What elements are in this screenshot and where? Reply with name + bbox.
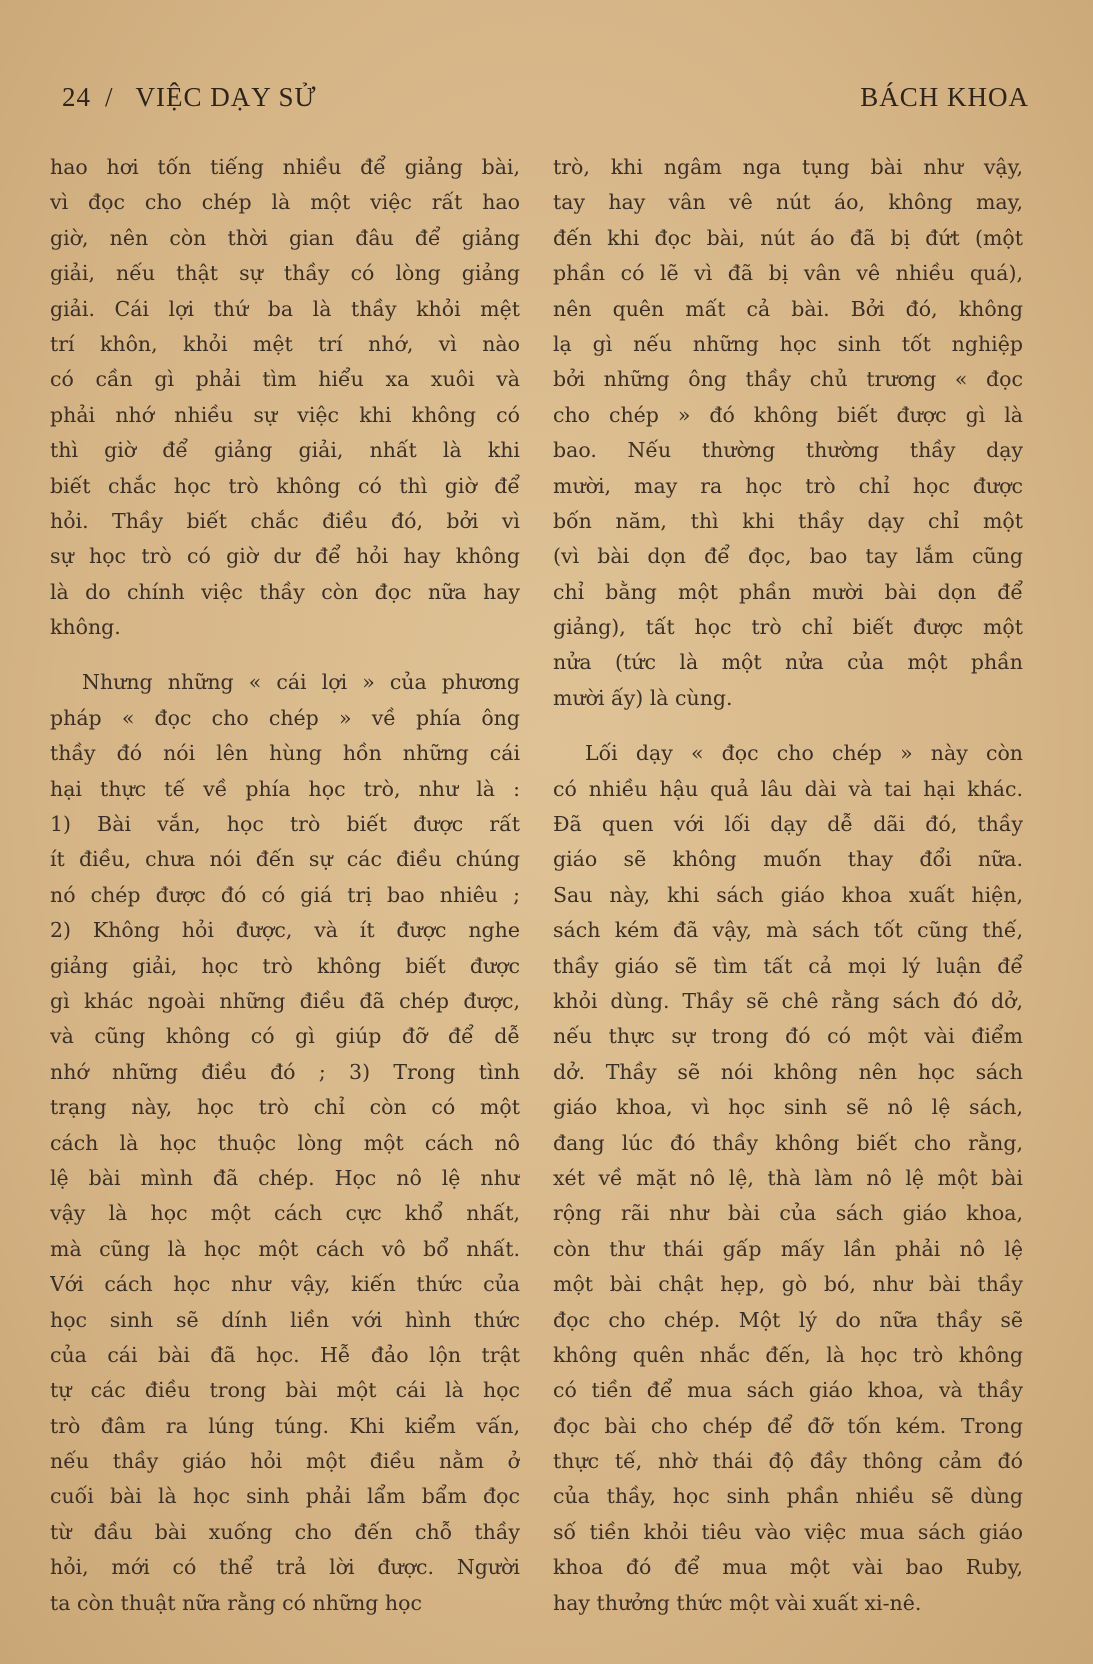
text-line: hại thực tế về phía học trò, như là : — [50, 776, 520, 801]
text-line: và cũng không có gì giúp đỡ để dễ — [50, 1024, 520, 1049]
text-line: thầy đó nói lên hùng hồn những cái — [50, 741, 520, 766]
text-line: có nhiều hậu quả lâu dài và tai hại khác. — [553, 776, 1023, 801]
text-line: giải. Cái lợi thứ ba là thầy khỏi mệt — [50, 296, 520, 321]
text-line: của cái bài đã học. Hễ đảo lộn trật — [50, 1342, 520, 1367]
text-line: Với cách học như vậy, kiến thức của — [50, 1272, 520, 1297]
text-line: nó chép được đó có giá trị bao nhiêu ; — [50, 882, 520, 907]
text-line: giáo khoa, vì học sinh sẽ nô lệ sách, — [553, 1095, 1023, 1120]
text-line: nửa (tức là một nửa của một phần — [553, 650, 1023, 675]
text-line: tự các điều trong bài một cái là học — [50, 1378, 520, 1403]
text-line: nhớ những điều đó ; 3) Trong tình — [50, 1059, 520, 1084]
text-line: đọc cho chép. Một lý do nữa thầy sẽ — [553, 1307, 1023, 1332]
text-line: cuối bài là học sinh phải lẩm bẩm đọc — [50, 1484, 520, 1509]
text-line: hao hơi tốn tiếng nhiều để giảng bài, — [50, 155, 520, 179]
text-line: gì khác ngoài những điều đã chép được, — [50, 988, 520, 1013]
text-line: pháp « đọc cho chép » về phía ông — [50, 705, 520, 730]
text-line: nên quên mất cả bài. Bởi đó, không — [553, 296, 1023, 321]
text-line: biết chắc học trò không có thì giờ để — [50, 473, 520, 498]
text-line: khoa đó để mua một vài bao Ruby, — [553, 1555, 1023, 1580]
text-line: trò, khi ngâm nga tụng bài như vậy, — [553, 155, 1023, 179]
text-line: giảng giải, học trò không biết được — [50, 953, 520, 978]
text-line: vậy là học một cách cực khổ nhất, — [50, 1201, 520, 1226]
text-line: vì đọc cho chép là một việc rất hao — [50, 190, 520, 215]
text-line: (vì bài dọn để đọc, bao tay lắm cũng — [553, 544, 1023, 569]
text-line: giải, nếu thật sự thầy có lòng giảng — [50, 261, 520, 286]
text-line: lạ gì nếu những học sinh tốt nghiệp — [553, 331, 1023, 356]
left-column — [50, 150, 520, 1621]
text-line: sách kém đã vậy, mà sách tốt cũng thế, — [553, 918, 1023, 943]
text-line: Sau này, khi sách giáo khoa xuất hiện, — [553, 882, 1023, 907]
text-line: thì giờ để giảng giải, nhất là khi — [50, 438, 520, 463]
text-line: chỉ bằng một phần mười bài dọn để — [553, 579, 1023, 604]
text-line: cách là học thuộc lòng một cách nô — [50, 1130, 520, 1155]
text-line: trò đâm ra lúng túng. Khi kiểm vấn, — [50, 1413, 520, 1438]
text-line: số tiền khỏi tiêu vào việc mua sách giáo — [553, 1519, 1023, 1544]
text-line: Nhưng những « cái lợi » của phương — [82, 670, 520, 695]
text-line: mà cũng là học một cách vô bổ nhất. — [50, 1236, 520, 1261]
text-line: thực tế, nhờ thái độ đầy thông cảm đó — [553, 1449, 1023, 1474]
paragraph-gap — [50, 645, 520, 665]
text-line: thầy giáo sẽ tìm tất cả mọi lý luận để — [553, 953, 1023, 978]
text-line: bốn năm, thì khi thầy dạy chỉ một — [553, 508, 1023, 533]
text-line: tay hay vân vê nút áo, không may, — [553, 190, 1023, 215]
text-line: cho chép » đó không biết được gì là — [553, 402, 1023, 427]
text-line: mười, may ra học trò chỉ học được — [553, 473, 1023, 498]
text-line: sự học trò có giờ dư để hỏi hay không — [50, 544, 520, 569]
text-line: Lối dạy « đọc cho chép » này còn — [585, 741, 1023, 766]
page-number: 24 — [62, 82, 91, 112]
text-line: ta còn thuật nữa rằng có những học — [50, 1590, 422, 1615]
text-line: giáo sẽ không muốn thay đổi nữa. — [553, 847, 1023, 872]
text-line: không. — [50, 615, 121, 640]
text-line: đọc bài cho chép để đỡ tốn kém. Trong — [553, 1413, 1023, 1438]
text-line: là do chính việc thầy còn đọc nữa hay — [50, 579, 520, 604]
text-line: một bài chật hẹp, gò bó, như bài thầy — [553, 1272, 1023, 1297]
text-line: nếu thầy giáo hỏi một điều nằm ở — [50, 1449, 520, 1474]
text-line: mười ấy) là cùng. — [553, 685, 733, 710]
text-line: xét về mặt nô lệ, thà làm nô lệ một bài — [553, 1165, 1023, 1190]
text-line: Đã quen với lối dạy dễ dãi đó, thầy — [553, 812, 1023, 837]
text-line: đang lúc đó thầy không biết cho rằng, — [553, 1130, 1023, 1155]
header-left — [62, 82, 316, 113]
text-line: nếu thực sự trong đó có một vài điểm — [553, 1024, 1023, 1049]
text-line: có tiền để mua sách giáo khoa, và thầy — [553, 1378, 1023, 1403]
text-line: của thầy, học sinh phần nhiều sẽ dùng — [553, 1484, 1023, 1509]
text-line: từ đầu bài xuống cho đến chỗ thầy — [50, 1519, 520, 1544]
text-line: khỏi dùng. Thầy sẽ chê rằng sách đó dở, — [553, 988, 1023, 1013]
text-line: học sinh sẽ dính liền với hình thức — [50, 1307, 520, 1332]
section-title: VIỆC DẠY SỬ — [135, 82, 317, 112]
text-line: còn thư thái gấp mấy lần phải nô lệ — [553, 1236, 1023, 1261]
text-line: giờ, nên còn thời gian đâu để giảng — [50, 225, 520, 250]
text-line: bao. Nếu thường thường thầy dạy — [553, 438, 1023, 463]
header-separator: / — [105, 82, 114, 112]
text-line: bởi những ông thầy chủ trương « đọc — [553, 367, 1023, 392]
text-line: có cần gì phải tìm hiểu xa xuôi và — [50, 367, 520, 392]
right-column — [553, 150, 1023, 1621]
text-line: giảng), tất học trò chỉ biết được một — [553, 615, 1023, 640]
text-line: phải nhớ nhiều sự việc khi không có — [50, 402, 520, 427]
text-line: ít điều, chưa nói đến sự các điều chúng — [50, 847, 520, 872]
page-header — [62, 82, 1029, 122]
text-line: không quên nhắc đến, là học trò không — [553, 1342, 1023, 1367]
text-line: phần có lẽ vì đã bị vân vê nhiều quá), — [553, 261, 1023, 286]
text-line: hỏi. Thầy biết chắc điều đó, bởi vì — [50, 508, 520, 533]
text-line: hay thưởng thức một vài xuất xi-nê. — [553, 1590, 922, 1615]
text-line: trạng này, học trò chỉ còn có một — [50, 1095, 520, 1120]
text-line: đến khi đọc bài, nút áo đã bị đứt (một — [553, 225, 1023, 250]
text-line: hỏi, mới có thể trả lời được. Người — [50, 1555, 520, 1580]
magazine-title: BÁCH KHOA — [860, 82, 1029, 112]
text-line: dở. Thầy sẽ nói không nên học sách — [553, 1059, 1023, 1084]
text-line: lệ bài mình đã chép. Học nô lệ như — [50, 1165, 520, 1190]
text-line: rộng rãi như bài của sách giáo khoa, — [553, 1201, 1023, 1226]
text-line: trí khôn, khỏi mệt trí nhớ, vì nào — [50, 331, 520, 356]
text-line: 2) Không hỏi được, và ít được nghe — [50, 918, 520, 943]
paragraph-gap — [553, 716, 1023, 736]
text-line: 1) Bài vắn, học trò biết được rất — [50, 812, 520, 837]
